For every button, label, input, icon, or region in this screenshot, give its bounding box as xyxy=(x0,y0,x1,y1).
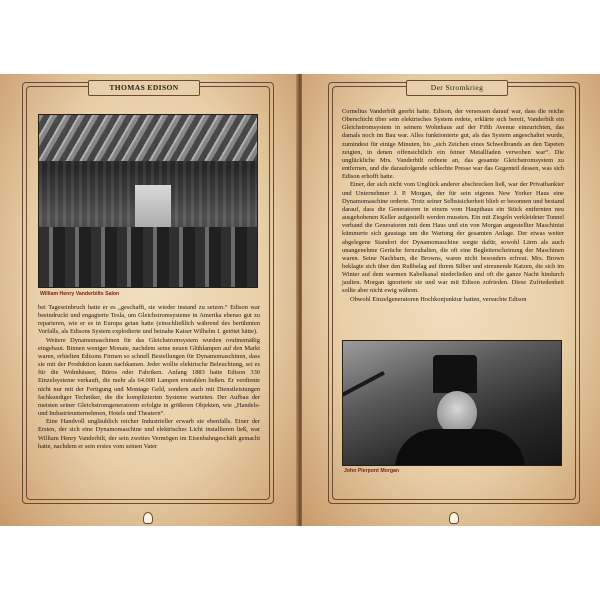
coat-detail xyxy=(395,429,525,466)
paragraph: Obwohl Einzelgeneratoren Hochkonjunktur hatten, versuchte Edison xyxy=(350,295,527,303)
lightbulb-icon xyxy=(143,512,153,524)
paragraph: Eine Handvoll ungläublich reicher Industrieller erwarb sie ebenfalls. Einer der Ersten, der sich eine Dynamomaschine und elektrisches Licht installieren ließ, war William Henry Vanderbilt, der sein zweites Vermögen im Eisenbahngeschäft gemacht hatte, nachdem er sein erstes vom seinen Vater xyxy=(38,418,260,450)
right-page xyxy=(302,74,600,526)
running-head: Der Stromkrieg xyxy=(406,80,508,96)
furniture-detail xyxy=(39,227,257,287)
running-head: THOMAS EDISON xyxy=(88,80,200,96)
photo-caption: William Henry Vanderbilts Salon xyxy=(40,291,120,297)
cane-detail xyxy=(342,371,385,466)
salon-photo xyxy=(38,114,258,288)
photo-caption: John Pierpont Morgan xyxy=(344,468,400,474)
top-hat-detail xyxy=(433,355,477,393)
body-text xyxy=(38,304,260,451)
ceiling-detail xyxy=(39,115,257,161)
left-page xyxy=(0,74,298,526)
paragraph: Weitere Dynamomaschinen für das Gleichstromsystem wurden routinemäßig eingebaut. Binnen weniger Monate, nachdem seine neuen Glühlampen auf den Markt waren, erhielten Edisons Firmen so schnell Bestellungen für Dynamomaschinen, dass sie mit der Produktion kaum nachkamen. Jeder wollte elektrische Beleuchtung, sei es für die Wohnhäuser, Büros oder Fabriken. Anfang 1883 hatte Edison 330 Einzelsysteme verkauft, die mehr als 64.000 Lampen erstrahlen ließen. Er verdiente nicht nur mit der Fertigung und Montage Geld, sondern auch mit Dienstleistungen fachkundiger Techniker, die die komplizierten Systeme warteten. Der Aufbau der meisten seiner Gleichstromgeneratoren erfolgte in größeren Objekten, wie „Handels- und Industrieunternehmen, Hotels und Theatern“. xyxy=(38,336,260,418)
paragraph: bei Tageseinbruch hatte er es „geschafft, sie wieder instand zu setzen.“ Edison war beeindruckt und engagierte Tesla, um Gleichstromsysteme in Amerika ebenso gut zu reparieren, wie er es in Europa getan hatte (einschließlich während des berühmten Vorfalls, als Edisons System explodierte und beinahe Kaiser Wilhelm I. getötet hätte). xyxy=(38,304,260,336)
paragraph: Cornelius Vanderbilt geerbt hatte. Edison, der versessen darauf war, dass die reiche Oberschicht über sein elektrisches System redete, erklärte sich bereit, Vanderbilt ein Gleichstromsystem in seinem Wohnhaus auf der Fifth Avenue einzurichten, das damals noch im Bau war. Alles funktionierte gut, als das System angeschaltet wurde, zumindest für einige Minuten, bis „sich Zeichen eines Schwelbrands an den Tapeten zeigten, in denen offensichtlich ein feiner Metallfaden verwoben war“. Die unglückliche Mrs. Vanderbilt ordnete an, das gesamte Gleichstromsystem zu entfernen, und die daraufolgende schlechte Presse war das Gegenteil dessen, was sich Edison erhofft hatte. xyxy=(342,108,564,181)
morgan-photo xyxy=(342,340,562,466)
lightbulb-icon xyxy=(449,512,459,524)
body-text xyxy=(342,108,564,304)
paragraph: Einer, der sich nicht vom Unglück anderer abschrecken ließ, war der Privatbankier und Unternehmer J. P. Morgan, der für sein eigenes New Yorker Haus eine Dynamomaschine orderte. Trotz seiner Selbstsicherheit blieb er besonnen und bestand darauf, dass die Generatoren in einem vom Haupthaus ein Stück entfernten neu ausgehobenen Keller aufgestellt werden mussten. Ein mit Ziegeln verkleideter Tunnel verband die Generatoren mit dem Haus und ein von Morgan angestellter Maschinist kümmerte sich gaustags um die Wartung der gesamten Anlage. Der etwas weiter abgelegene Standort der Dynamomaschine sorgte dafür, sowohl Lärm als auch unangenehme Gerüche fernzuhalten, die oft eine Begleiterscheinung der Maschinen waren. Seine Nachbarn, die Browns, waren nicht besonders erfreut. Mrs. Brown beklagte sich über den Rußbelag auf ihrem Silber und streunende Katzen, die sich im Winter auf dem warmen Kabelkanal niederließen und oft die ganze Nacht hindurch jaulten. Morgan ignorierte sie und war mit Edison zufrieden. Diese Zufriedenheit sollte aber nicht ewig währen. xyxy=(342,181,564,295)
